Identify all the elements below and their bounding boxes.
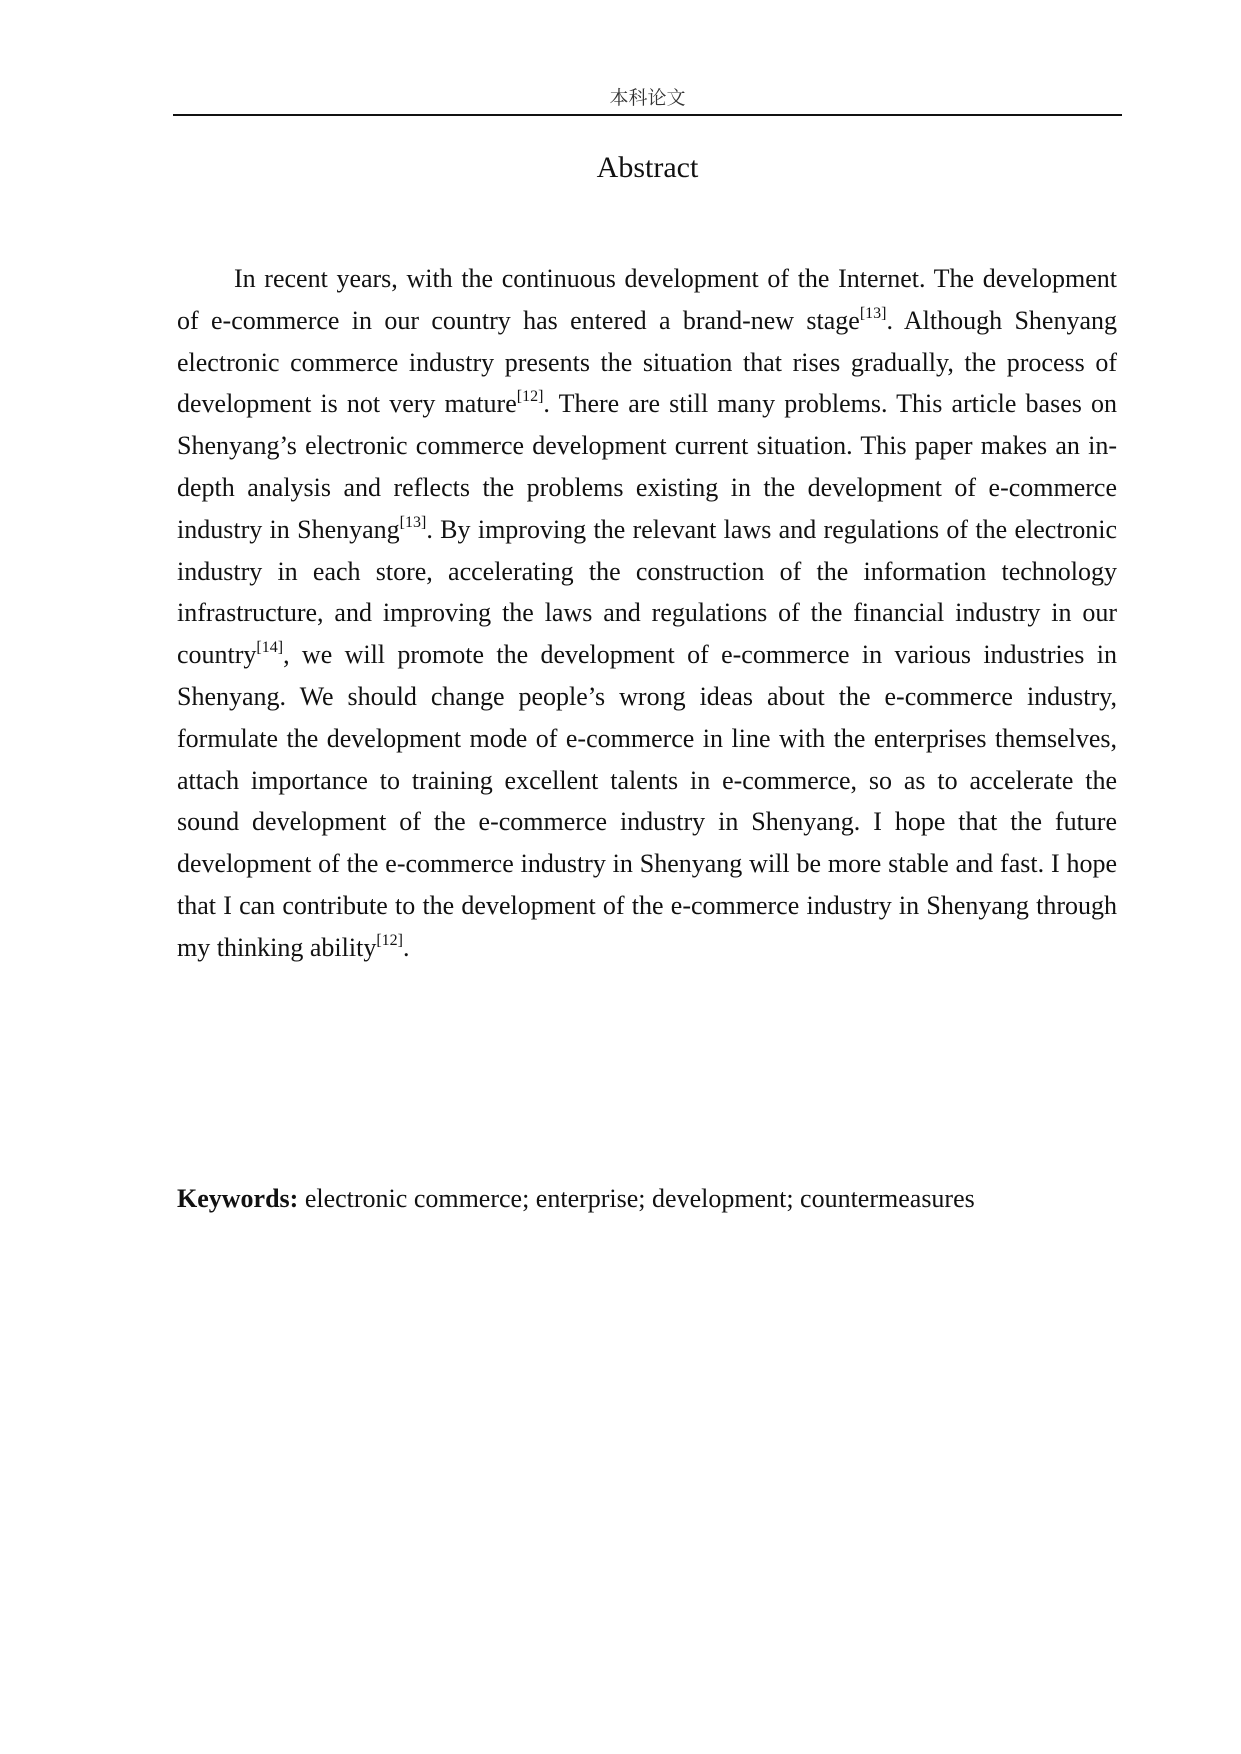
abstract-text: . — [403, 932, 410, 962]
running-header: 本科论文 — [609, 87, 686, 109]
abstract-text: . By improving the relevant laws and regulations of the electronic industry in each store, accelerating the construction of the information technology infrastructure, and improving the laws and regulations of the financial industry in our country — [177, 514, 1117, 670]
citation-ref: [12] — [376, 931, 403, 949]
citation-ref: [12] — [516, 388, 544, 406]
citation-ref: [14] — [256, 639, 284, 657]
citation-ref: [13] — [399, 513, 427, 531]
abstract-body — [177, 258, 1117, 969]
keywords-line — [177, 1179, 1122, 1219]
abstract-text: . There are still many problems. This article bases on Shenyang’s electronic commerce development current situation. This paper makes an in-depth analysis and reflects the problems existing in the development of e-commerce industry in Shenyang — [177, 389, 1117, 544]
citation-ref: [13] — [859, 304, 887, 322]
header-rule — [173, 114, 1122, 116]
keywords-text: electronic commerce; enterprise; development; countermeasures — [304, 1184, 975, 1213]
abstract-text: In recent years, with the continuous development of the Internet. The development of e-commerce in our country has entered a brand-new stage — [177, 264, 1117, 335]
page-title: Abstract — [596, 151, 699, 184]
abstract-text: , we will promote the development of e-commerce in various industries in Shenyang. We should change people’s wrong ideas about the e-commerce industry, formulate the development mode of e-commerce in line with the enterprises themselves, attach importance to training excellent talents in e-commerce, so as to accelerate the sound development of the e-commerce industry in Shenyang. I hope that the future development of the e-commerce industry in Shenyang will be more stable and fast. I hope that I can contribute to the development of the e-commerce industry in Shenyang through my thinking ability — [177, 640, 1117, 962]
keywords-label: Keywords: — [177, 1184, 299, 1213]
abstract-text: . Although Shenyang electronic commerce industry presents the situation that rises gradually, the process of development is not very mature — [177, 305, 1117, 419]
